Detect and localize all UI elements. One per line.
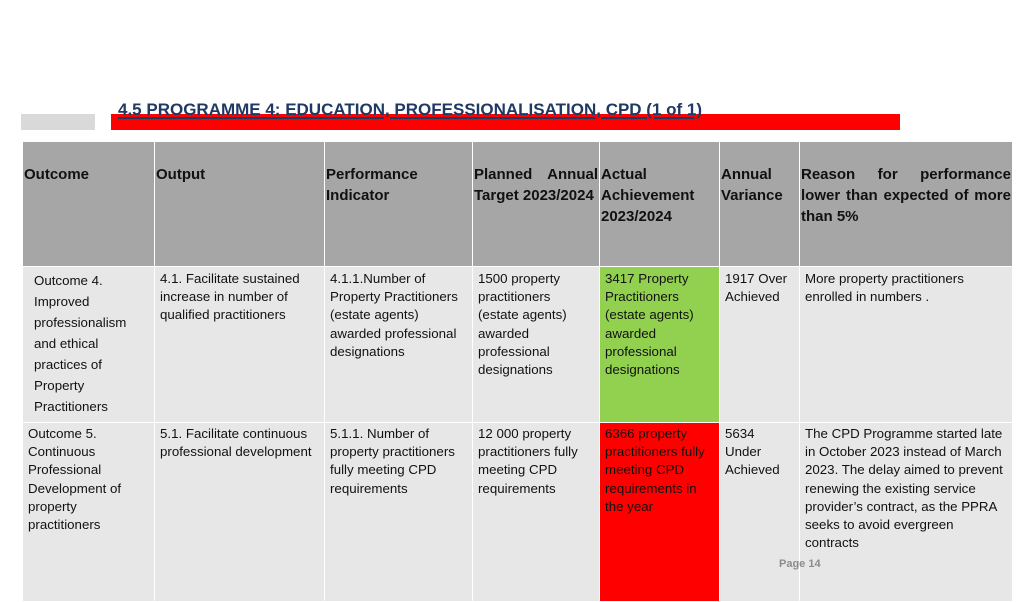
cell-reason: More property practitioners enrolled in numbers . (800, 267, 1013, 423)
header-planned-target: Planned Annual Target 2023/2024 (473, 142, 600, 267)
cell-indicator: 5.1.1. Number of property practitioners fully meeting CPD requirements (325, 423, 473, 602)
page-number: Page 14 (779, 558, 821, 570)
cell-planned: 1500 property practitioners (estate agents) awarded professional designations (473, 267, 600, 423)
header-output: Output (155, 142, 325, 267)
header-reason: Reason for performance lower than expected of more than 5% (800, 142, 1013, 267)
header-outcome: Outcome (23, 142, 155, 267)
performance-table (22, 141, 1013, 602)
cell-actual-achieved: 3417 Property Practitioners (estate agents) awarded professional designations (600, 267, 720, 423)
cell-outcome: Outcome 4. Improved professionalism and ethical practices of Property Practitioners (23, 267, 155, 423)
table-row (23, 267, 1013, 423)
header-annual-variance: Annual Variance (720, 142, 800, 267)
cell-outcome: Outcome 5. Continuous Professional Development of property practitioners (23, 423, 155, 602)
title-side-tab (21, 114, 95, 130)
cell-actual-under-achieved: 6366 property practitioners fully meeting CPD requirements in the year (600, 423, 720, 602)
cell-variance: 1917 Over Achieved (720, 267, 800, 423)
cell-planned: 12 000 property practitioners fully meeting CPD requirements (473, 423, 600, 602)
header-performance-indicator: Performance Indicator (325, 142, 473, 267)
header-row (23, 142, 1013, 267)
cell-variance: 5634 Under Achieved (720, 423, 800, 602)
cell-output: 5.1. Facilitate continuous professional development (155, 423, 325, 602)
cell-reason: The CPD Programme started late in October 2023 instead of March 2023. The delay aimed to prevent renewing the existing service provider’s contract, as the PPRA seeks to avoid evergreen contracts (800, 423, 1013, 602)
cell-indicator: 4.1.1.Number of Property Practitioners (estate agents) awarded professional designations (325, 267, 473, 423)
header-actual-achievement: Actual Achievement 2023/2024 (600, 142, 720, 267)
page-title: 4.5 PROGRAMME 4: EDUCATION, PROFESSIONALISATION, CPD (1 of 1) (118, 100, 703, 119)
cell-output: 4.1. Facilitate sustained increase in number of qualified practitioners (155, 267, 325, 423)
